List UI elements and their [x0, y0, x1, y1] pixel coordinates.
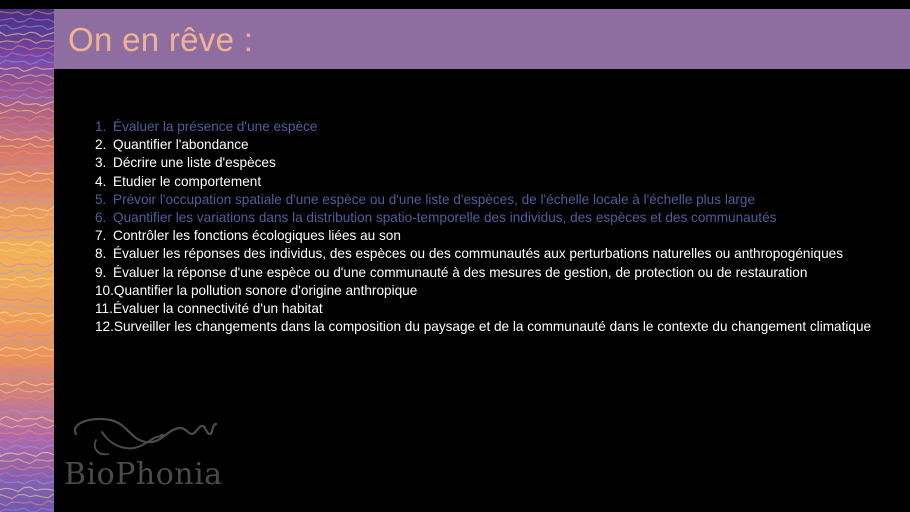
list-item-number: 11.	[95, 301, 113, 317]
list-item-number: 9.	[95, 264, 107, 280]
top-band	[0, 0, 910, 9]
list-item	[95, 264, 900, 282]
list-item	[95, 154, 900, 172]
list-item-text: Décrire une liste d'espèces	[113, 155, 276, 171]
list-item-text: Évaluer la connectivité d'un habitat	[113, 301, 323, 317]
list-item	[95, 318, 900, 336]
list-item-text: Quantifier l'abondance	[113, 137, 249, 153]
list-item-text: Etudier le comportement	[113, 173, 262, 189]
list-item-number: 6.	[95, 210, 107, 226]
list-item-text: Évaluer la présence d'une espèce	[113, 119, 318, 134]
list-item-number: 7.	[95, 228, 107, 244]
list-item-text: Évaluer les réponses des individus, des espèces ou des communautés aux perturbations naturelles ou anthropogéniques	[113, 246, 843, 262]
logo-text: BioPhonia	[64, 457, 223, 492]
list-item	[95, 209, 900, 227]
list-item-number: 10.	[95, 282, 114, 298]
list-item-number: 3.	[95, 155, 107, 171]
list-item	[95, 282, 900, 300]
list-item-text: Prévoir l'occupation spatiale d'une espèce ou d'une liste d'espèces, de l'échelle locale à l'échelle plus large	[113, 191, 756, 207]
list-item-text: Évaluer la réponse d'une espèce ou d'une communauté à des mesures de gestion, de protection ou de restauration	[113, 264, 808, 280]
bird-waveform-logo-icon	[62, 412, 232, 462]
list-item-number: 5.	[95, 191, 107, 207]
list-item	[95, 136, 900, 154]
title-bar	[54, 9, 910, 69]
list-item-text: Contrôler les fonctions écologiques liées au son	[113, 228, 401, 244]
list-item-number: 4.	[95, 173, 107, 189]
list-item	[95, 227, 900, 245]
list-item-text: Quantifier la pollution sonore d'origine anthropique	[113, 282, 418, 298]
list-item-text: Quantifier les variations dans la distribution spatio-temporelle des individus, des espèces et des communautés	[113, 210, 777, 226]
list-item-number: 1.	[95, 119, 107, 134]
list-item	[95, 245, 900, 263]
biophonia-logo	[62, 412, 232, 502]
list-item-number: 8.	[95, 246, 107, 262]
list-item-number: 2.	[95, 137, 107, 153]
list-item	[95, 300, 900, 318]
list-item	[95, 173, 900, 191]
list-item-number: 12.	[95, 319, 114, 335]
page-title: On en rêve :	[68, 20, 254, 58]
spectrogram-strip	[0, 0, 54, 512]
objectives-list	[95, 118, 900, 336]
list-item	[95, 118, 900, 136]
list-item-text: Surveiller les changements dans la composition du paysage et de la communauté dans le contexte du changement climatique	[113, 319, 872, 335]
list-item	[95, 191, 900, 209]
